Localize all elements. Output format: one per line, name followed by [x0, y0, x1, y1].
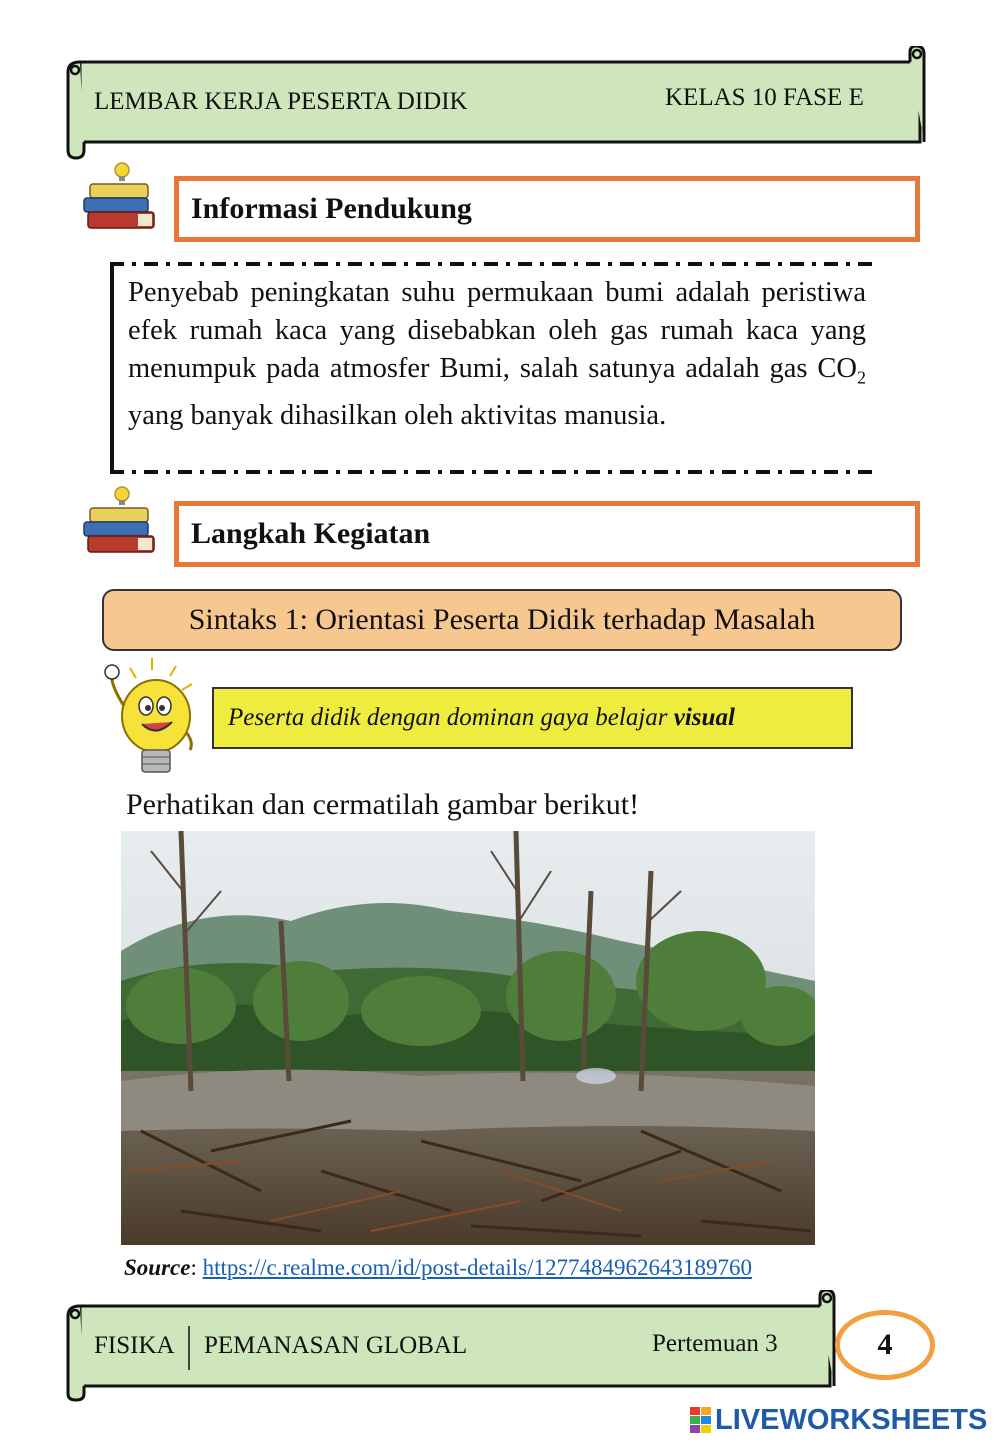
liveworksheets-logo	[690, 1402, 987, 1438]
info-text-after: yang banyak dihasilkan oleh aktivitas manusia.	[128, 399, 667, 431]
visual-learning-note	[212, 687, 853, 749]
liveworksheets-grid-icon	[690, 1407, 711, 1433]
footer-meeting: Pertemuan 3	[652, 1330, 778, 1357]
info-text-before: Penyebab peningkatan suhu permukaan bumi adalah peristiwa efek rumah kaca yang disebabkan oleh gas rumah kaca yang menumpuk pada atmosfer Bumi, salah satunya adalah gas CO	[128, 277, 866, 384]
visual-note-emphasis: visual	[673, 704, 735, 731]
info-paragraph	[128, 274, 866, 435]
source-label: Source	[124, 1255, 191, 1280]
footer-subject: FISIKA	[94, 1332, 175, 1359]
footer-topic: PEMANASAN GLOBAL	[204, 1332, 468, 1359]
footer-banner	[62, 1290, 838, 1402]
lightbulb-mascot-icon	[98, 654, 208, 780]
source-separator: :	[190, 1255, 197, 1280]
instruction-text: Perhatikan dan cermatilah gambar berikut!	[126, 788, 640, 821]
header-left-text: LEMBAR KERJA PESERTA DIDIK	[94, 88, 468, 115]
image-source	[124, 1255, 752, 1281]
burned-forest-photo	[121, 831, 815, 1245]
books-lightbulb-icon	[80, 160, 160, 240]
page-number: 4	[835, 1310, 935, 1380]
watermark-text: LIVEWORKSHEETS	[715, 1403, 988, 1436]
header-banner	[62, 46, 930, 160]
source-link[interactable]: https://c.realme.com/id/post-details/1277484962643189760	[202, 1255, 752, 1280]
info-subscript: 2	[857, 367, 866, 388]
header-right-text: KELAS 10 FASE E	[665, 84, 864, 111]
section-title-langkah: Langkah Kegiatan	[174, 501, 920, 567]
books-lightbulb-icon	[80, 484, 160, 564]
section-title-informasi: Informasi Pendukung	[174, 176, 920, 242]
visual-note-text: Peserta didik dengan dominan gaya belajar	[228, 704, 668, 731]
sintaks-label: Sintaks 1: Orientasi Peserta Didik terhadap Masalah	[102, 589, 902, 651]
